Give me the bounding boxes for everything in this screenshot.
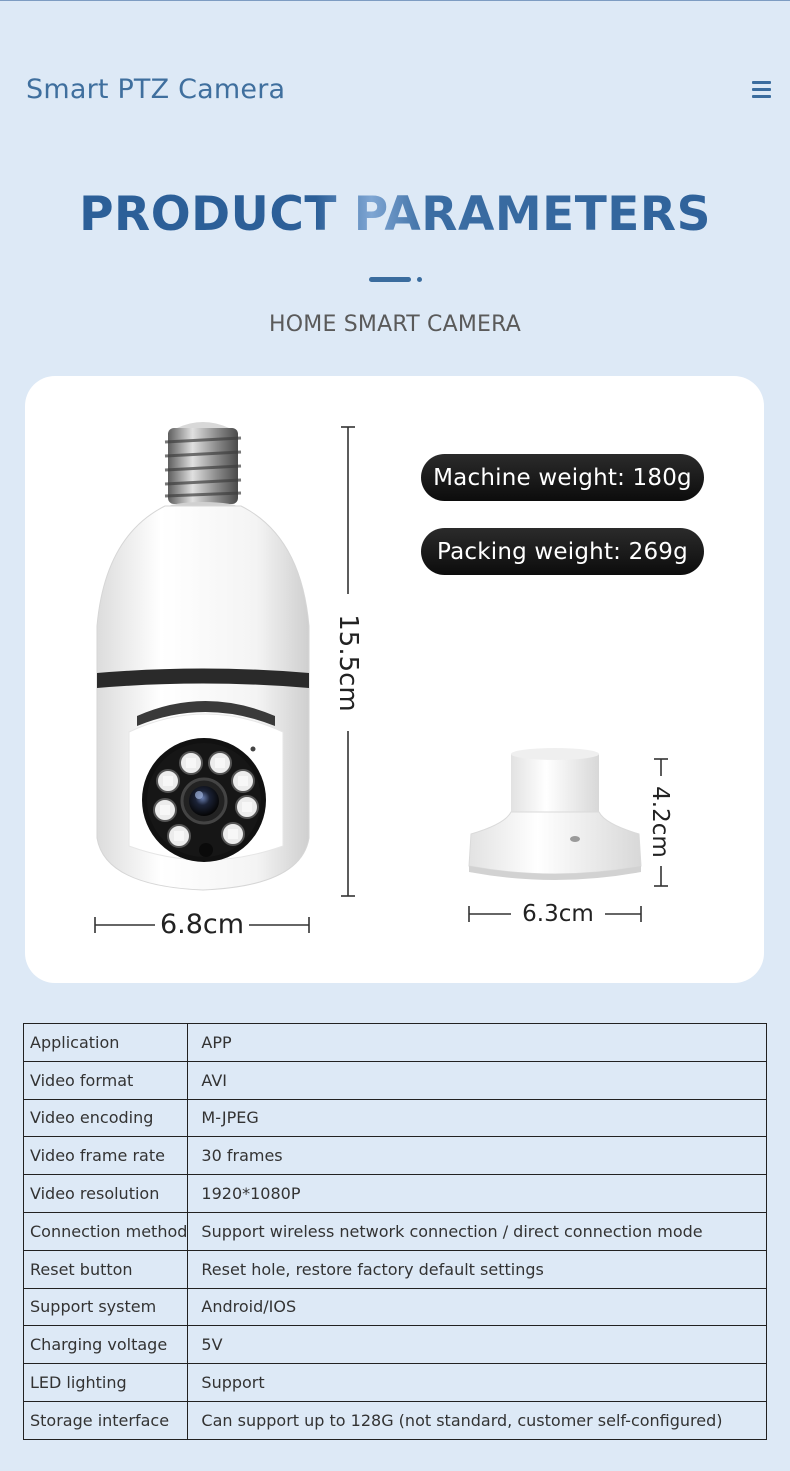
spec-label: Video encoding bbox=[24, 1099, 188, 1137]
title-divider bbox=[369, 277, 424, 283]
spec-label: Connection method bbox=[24, 1212, 188, 1250]
holder-height-label: 4.2cm bbox=[647, 786, 673, 858]
spec-value: Can support up to 128G (not standard, customer self-configured) bbox=[188, 1401, 767, 1439]
spec-label: Storage interface bbox=[24, 1401, 188, 1439]
table-row bbox=[24, 1175, 767, 1213]
spec-value: Support bbox=[188, 1364, 767, 1402]
spec-label: Reset button bbox=[24, 1250, 188, 1288]
camera-width-label: 6.8cm bbox=[159, 909, 245, 940]
spec-value: Reset hole, restore factory default settings bbox=[188, 1250, 767, 1288]
spec-label: Video format bbox=[24, 1061, 188, 1099]
spec-value: Support wireless network connection / direct connection mode bbox=[188, 1212, 767, 1250]
camera-lens-ring bbox=[142, 738, 266, 862]
product-dimensions-card bbox=[25, 376, 764, 983]
spec-value: M-JPEG bbox=[188, 1099, 767, 1137]
camera-screw-base bbox=[165, 422, 241, 514]
table-row bbox=[24, 1326, 767, 1364]
table-row bbox=[24, 1401, 767, 1439]
table-row bbox=[24, 1024, 767, 1062]
section-title: PRODUCT PARAMETERS bbox=[0, 187, 790, 242]
spec-label: Application bbox=[24, 1024, 188, 1062]
spec-label: Support system bbox=[24, 1288, 188, 1326]
table-row bbox=[24, 1288, 767, 1326]
hamburger-menu-icon[interactable] bbox=[750, 79, 774, 101]
spec-value: AVI bbox=[188, 1061, 767, 1099]
lamp-holder bbox=[469, 748, 641, 880]
spec-value: 30 frames bbox=[188, 1137, 767, 1175]
machine-weight-badge: Machine weight: 180g bbox=[421, 454, 704, 501]
spec-value: APP bbox=[188, 1024, 767, 1062]
spec-table bbox=[23, 1023, 767, 1440]
spec-label: Video frame rate bbox=[24, 1137, 188, 1175]
holder-width-label: 6.3cm bbox=[522, 901, 594, 927]
brand-title[interactable]: Smart PTZ Camera bbox=[26, 74, 286, 105]
table-row bbox=[24, 1250, 767, 1288]
spec-label: Charging voltage bbox=[24, 1326, 188, 1364]
table-row bbox=[24, 1364, 767, 1402]
table-row bbox=[24, 1137, 767, 1175]
page-header bbox=[0, 1, 790, 181]
spec-value: 5V bbox=[188, 1326, 767, 1364]
spec-label: Video resolution bbox=[24, 1175, 188, 1213]
table-row bbox=[24, 1099, 767, 1137]
section-subtitle: HOME SMART CAMERA bbox=[269, 312, 521, 337]
table-row bbox=[24, 1061, 767, 1099]
spec-label: LED lighting bbox=[24, 1364, 188, 1402]
camera-height-label: 15.5cm bbox=[333, 614, 363, 712]
packing-weight-badge: Packing weight: 269g bbox=[421, 528, 704, 575]
table-row bbox=[24, 1212, 767, 1250]
spec-value: Android/IOS bbox=[188, 1288, 767, 1326]
spec-value: 1920*1080P bbox=[188, 1175, 767, 1213]
